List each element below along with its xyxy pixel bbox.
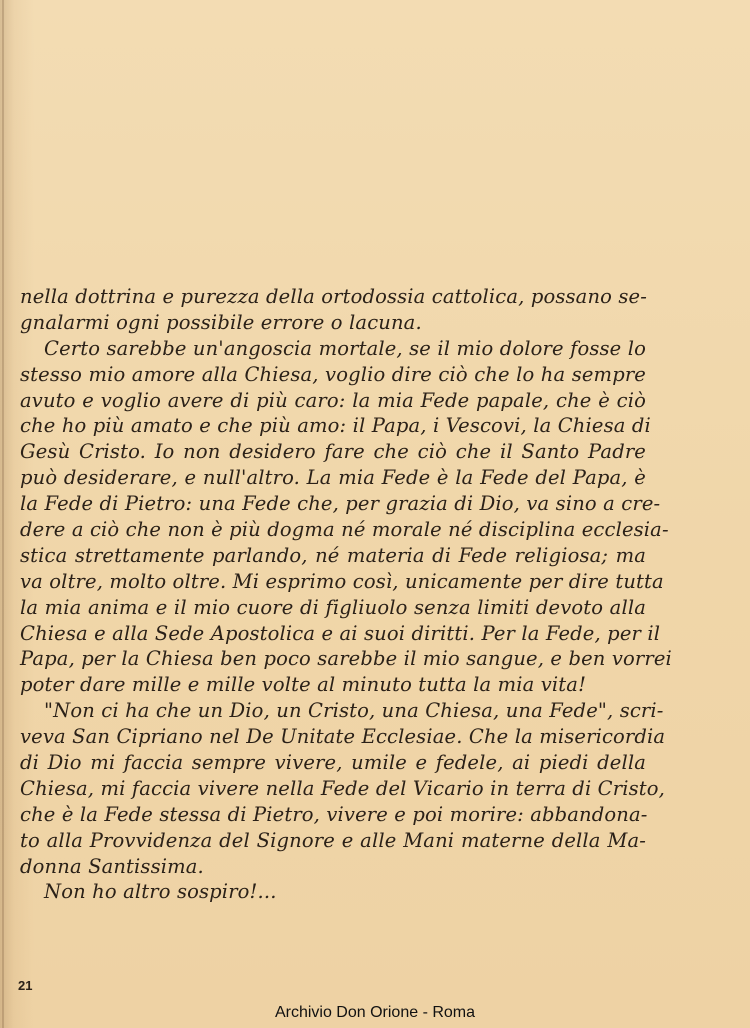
text-line: la Fede di Pietro: una Fede che, per grazia di Dio, va sino a cre-	[20, 492, 661, 516]
text-line: stica strettamente parlando, né materia di Fede religiosa; ma	[20, 543, 646, 567]
text-line: nella dottrina e purezza della ortodossia cattolica, possano se-	[20, 285, 647, 308]
text-line: avuto e voglio avere di più caro: la mia Fede papale, che è ciò	[20, 388, 646, 412]
page-gutter	[2, 0, 4, 1028]
text-line: veva San Cipriano nel De Unitate Ecclesiae. Che la misericordia	[20, 725, 666, 749]
page-number: 21	[18, 978, 33, 993]
text-line: to alla Provvidenza del Signore e alle Mani materne della Ma-	[20, 828, 646, 852]
text-line: Non ho altro sospiro!...	[44, 880, 277, 904]
text-line: gnalarmi ogni possibile errore o lacuna.	[20, 310, 422, 334]
text-line: Chiesa e alla Sede Apostolica e ai suoi diritti. Per la Fede, per il	[20, 621, 661, 645]
text-line: Certo sarebbe un'angoscia mortale, se il mio dolore fosse lo	[44, 336, 646, 360]
text-line: può desiderare, e null'altro. La mia Fede è la Fede del Papa, è	[20, 466, 646, 490]
text-line: la mia anima e il mio cuore di figliuolo senza limiti devoto alla	[20, 595, 646, 619]
text-line: donna Santissima.	[20, 854, 204, 878]
text-line: Chiesa, mi faccia vivere nella Fede del Vicario in terra di Cristo,	[20, 776, 665, 800]
archive-footer: Archivio Don Orione - Roma	[274, 1004, 476, 1021]
text-line: che ho più amato e che più amo: il Papa, i Vescovi, la Chiesa di	[20, 414, 651, 438]
text-line: dere a ciò che non è più dogma né morale né disciplina ecclesia-	[20, 518, 669, 542]
body-text	[20, 284, 672, 905]
text-line: poter dare mille e mille volte al minuto tutta la mia vita!	[20, 673, 587, 697]
text-line: Papa, per la Chiesa ben poco sarebbe il mio sangue, e ben vorrei	[20, 647, 672, 671]
text-line: stesso mio amore alla Chiesa, voglio dire ciò che lo ha sempre	[20, 362, 646, 386]
text-line: Gesù Cristo. Io non desidero fare che ciò che il Santo Padre	[20, 440, 646, 464]
text-line: di Dio mi faccia sempre vivere, umile e fedele, ai piedi della	[20, 751, 646, 775]
text-line: "Non ci ha che un Dio, un Cristo, una Chiesa, una Fede", scri-	[44, 699, 664, 723]
text-line: che è la Fede stessa di Pietro, vivere e poi morire: abbandona-	[20, 802, 648, 826]
text-line: va oltre, molto oltre. Mi esprimo così, unicamente per dire tutta	[20, 569, 664, 593]
